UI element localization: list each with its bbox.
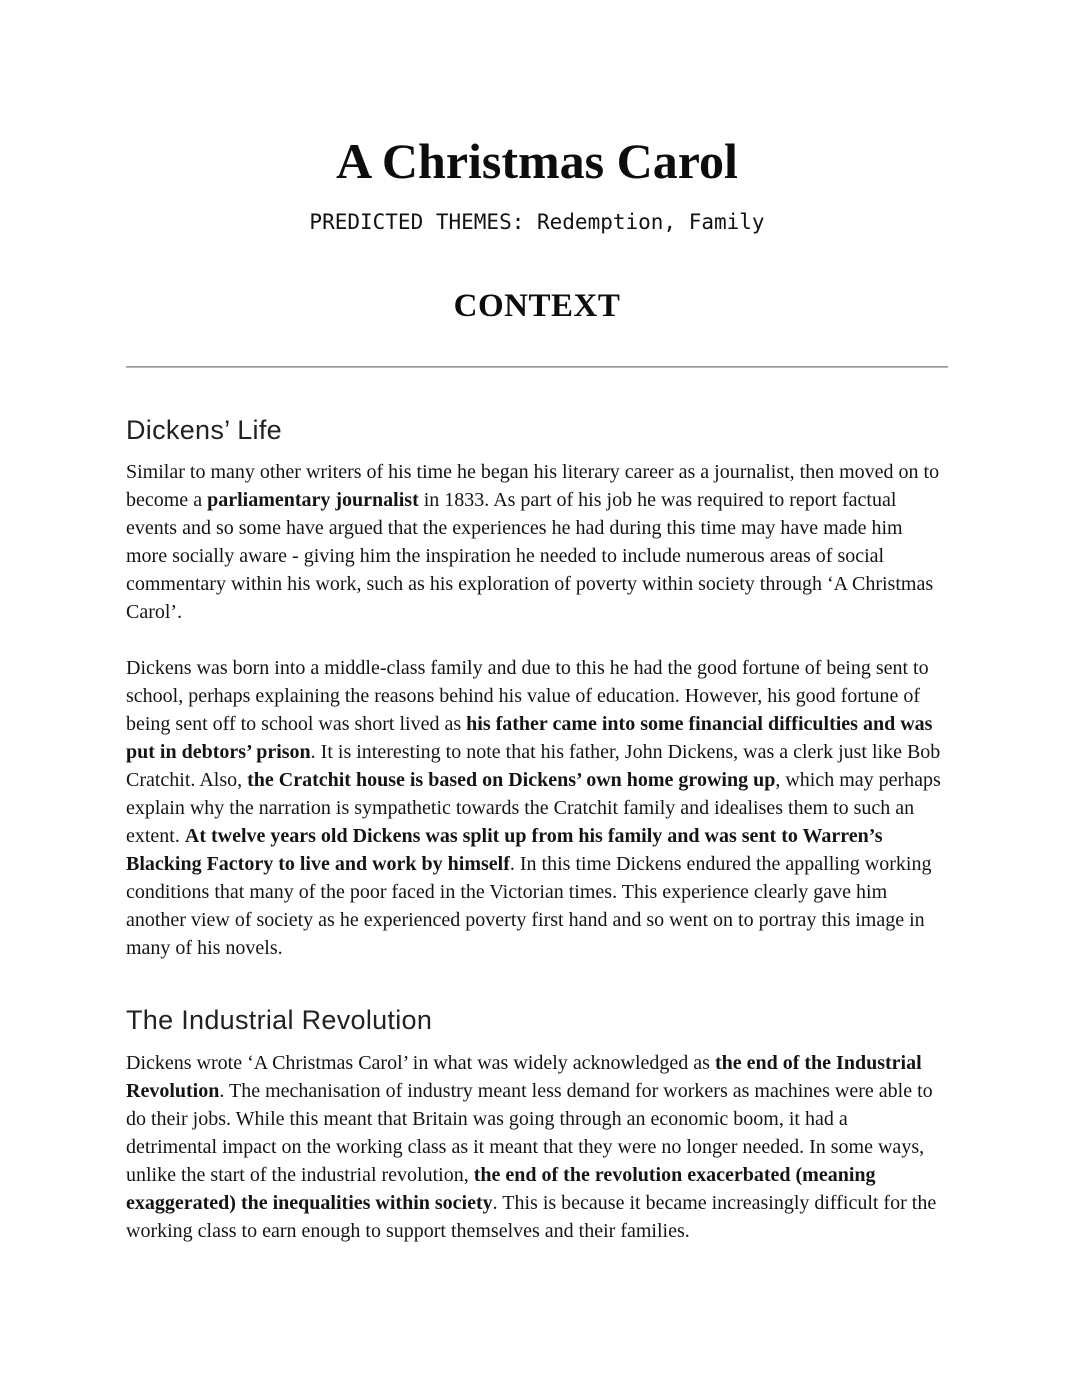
section-dickens-life (126, 414, 948, 962)
dickens-life-paragraph-1: Similar to many other writers of his time he began his literary career as a journalist, then moved on to become a parliamentary journalist in 1833. As part of his job he was required to report factual events and so some have argued that the experiences he had during this time may have made him more socially aware - giving him the inspiration he needed to include numerous areas of social commentary within his work, such as his exploration of poverty within society through ‘A Christmas Carol’. (126, 461, 940, 624)
predicted-themes-subtitle: PREDICTED THEMES: Redemption, Family (309, 209, 765, 234)
dickens-life-paragraph-2: Dickens was born into a middle-class family and due to this he had the good fortune of being sent to school, perhaps explaining the reasons behind his value of education. However, his good fortune of being sent off to school was short lived as his father came into some financial difficulties and was put in debtors’ prison. It is interesting to note that his father, John Dickens, was a clerk just like Bob Cratchit. Also, the Cratchit house is based on Dickens’ own home growing up, which may perhaps explain why the narration is sympathetic towards the Cratchit family and idealises them to such an extent. At twelve years old Dickens was split up from his family and was sent to Warren’s Blacking Factory to live and work by himself. In this time Dickens endured the appalling working conditions that many of the poor faced in the Victorian times. This experience clearly gave him another view of society as he experienced poverty first hand and so went on to portray this image in many of his novels. (126, 657, 941, 960)
section-heading-dickens-life: Dickens’ Life (126, 414, 282, 445)
section-industrial-revolution (126, 1004, 948, 1244)
context-heading: CONTEXT (453, 287, 621, 324)
document-content (0, 135, 1080, 1245)
industrial-revolution-paragraph-1: Dickens wrote ‘A Christmas Carol’ in what was widely acknowledged as the end of the Industrial Revolution. The mechanisation of industry meant less demand for workers as machines were able to do their jobs. While this meant that Britain was going through an economic boom, it had a detrimental impact on the working class as it meant that they were no longer needed. In some ways, unlike the start of the industrial revolution, the end of the revolution exacerbated (meaning exaggerated) the inequalities within society. This is because it became increasingly difficult for the working class to earn enough to support themselves and their families. (126, 1051, 937, 1242)
section-divider (126, 366, 948, 368)
section-heading-industrial-revolution: The Industrial Revolution (126, 1005, 433, 1036)
document-title: A Christmas Carol (336, 133, 738, 189)
